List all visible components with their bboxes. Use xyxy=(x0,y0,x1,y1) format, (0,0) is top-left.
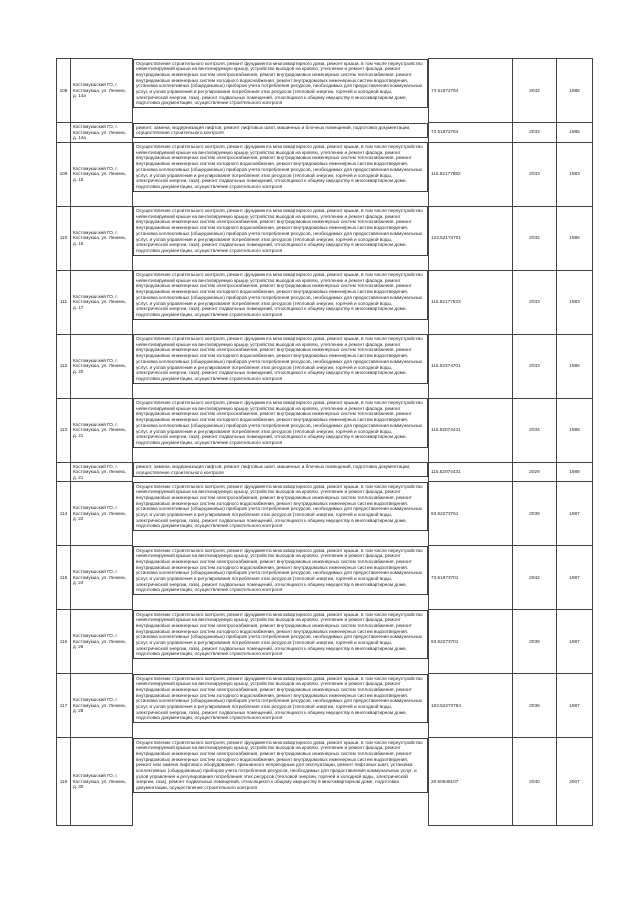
cost-cell: 115.52374701 xyxy=(429,334,513,398)
works-cell: Осуществление строительного контроля, ремонт фундамента многоквартирного дома, ремонт крыши, в том числе переустройство невентилируемой крыши на вентилируемую крышу, устройство выходов на кровлю, утепление и ремонт фасада, ремонт внутридомовых инженерных систем электроснабжения, ремонт внутридомовых инженерных систем теплоснабжения, ремонт внутридомовых инженерных систем холодного водоснабжения, ремонт внутридомовых инженерных систем водоотведения, ремонт или замена лифтового оборудования, признанного непригодным для эксплуатации, ремонт лифтовых шахт, установка коллективных (общедомовых) приборов учета потребления ресурсов, необходимых для предоставления коммунальных услуг, и узлов управления и регулирования потребления этих ресурсов (тепловой энергии, горячей и холодной воды, электрической энергии, газа), ремонт подвальных помещений, относящихся к общему имуществу в многоквартирном доме, подготовка документации, осуществление строительного контроля xyxy=(133,738,428,793)
repair-year-cell: 2033 xyxy=(513,123,557,143)
works-cell: Осуществление строительного контроля, ремонт фундамента многоквартирного дома, ремонт крыши, в том числе переустройство невентилируемой крыши на вентилируемую крышу, устройство выходов на кровлю, утепление и ремонт фасада, ремонт внутридомовых инженерных систем электроснабжения, ремонт внутридомовых инженерных систем теплоснабжения, ремонт внутридомовых инженерных систем холодного водоснабжения, ремонт внутридомовых инженерных систем водоотведения, установка коллективных (общедомовых) приборов учета потребления ресурсов, необходимых для предоставления коммунальных услуг, и узлов управления и регулирования потребления этих ресурсов (тепловой энергии, горячей и холодной воды, электрической энергии, газа), ремонт подвальных помещений, относящихся к общему имуществу в многоквартирном доме, подготовка документации, осуществление строительного контроля xyxy=(133,334,428,384)
repair-year-cell: 2033 xyxy=(513,334,557,398)
address-cell: Костомукшский ГО, г. Костомукша, ул. Ленина, д. 15 xyxy=(71,142,133,206)
works-cell: Осуществление строительного контроля, ремонт фундамента многоквартирного дома, ремонт крыши, в том числе переустройство невентилируемой крыши на вентилируемую крышу, устройство выходов на кровлю, утепление и ремонт фасада, ремонт внутридомовых инженерных систем электроснабжения, ремонт внутридомовых инженерных систем теплоснабжения, ремонт внутридомовых инженерных систем холодного водоснабжения, ремонт внутридомовых инженерных систем водоотведения, установка коллективных (общедомовых) приборов учета потребления ресурсов, необходимых для предоставления коммунальных услуг, и узлов управления и регулирования потребления этих ресурсов (тепловой энергии, горячей и холодной воды, электрической энергии, газа), ремонт подвальных помещений, относящихся к общему имуществу в многоквартирном доме, подготовка документации, осуществление строительного контроля xyxy=(133,546,428,596)
table-row xyxy=(57,462,593,482)
cost-cell: 115.52177533 xyxy=(429,270,513,334)
capital-repair-table xyxy=(56,58,593,826)
works-cell: Осуществление строительного контроля, ремонт фундамента многоквартирного дома, ремонт крыши, в том числе переустройство невентилируемой крыши на вентилируемую крышу, устройство выходов на кровлю, утепление и ремонт фасада, ремонт внутридомовых инженерных систем электроснабжения, ремонт внутридомовых инженерных систем теплоснабжения, ремонт внутридомовых инженерных систем холодного водоснабжения, ремонт внутридомовых инженерных систем водоотведения, установка коллективных (общедомовых) приборов учета потребления ресурсов, необходимых для предоставления коммунальных услуг, и узлов управления и регулирования потребления этих ресурсов (тепловой энергии, горячей и холодной воды, электрической энергии, газа), ремонт подвальных помещений, относящихся к общему имуществу в многоквартирном доме, подготовка документации, осуществление строительного контроля xyxy=(133,482,428,532)
table-row xyxy=(57,59,593,123)
address-cell: Костомукшский ГО, г. Костомукша, ул. Ленина, д. 26 xyxy=(71,610,133,674)
works-cell: Осуществление строительного контроля, ремонт фундамента многоквартирного дома, ремонт крыши, в том числе переустройство невентилируемой крыши на вентилируемую крышу, устройство выходов на кровлю, утепление и ремонт фасада, ремонт внутридомовых инженерных систем электроснабжения, ремонт внутридомовых инженерных систем теплоснабжения, ремонт внутридомовых инженерных систем холодного водоснабжения, ремонт внутридомовых инженерных систем водоотведения, установка коллективных (общедомовых) приборов учета потребления ресурсов, необходимых для предоставления коммунальных услуг, и узлов управления и регулирования потребления этих ресурсов (тепловой энергии, горячей и холодной воды, электрической энергии, газа), ремонт подвальных помещений, относящихся к общему имуществу в многоквартирном доме, подготовка документации, осуществление строительного контроля xyxy=(133,206,428,256)
cost-cell: 123.52174701 xyxy=(429,206,513,270)
repair-year-cell: 2039 xyxy=(513,610,557,674)
row-number-cell: 111 xyxy=(57,270,71,334)
repair-year-cell: 2032 xyxy=(513,206,557,270)
row-number-cell: 112 xyxy=(57,334,71,398)
row-number-cell: 115 xyxy=(57,546,71,610)
built-year-cell: 1987 xyxy=(557,546,593,610)
row-number-cell: 108 xyxy=(57,59,71,123)
built-year-cell: 1988 xyxy=(557,398,593,462)
cost-cell: 103.52273784 xyxy=(429,674,513,738)
table-row xyxy=(57,206,593,270)
built-year-cell: 1985 xyxy=(557,59,593,123)
table-row xyxy=(57,270,593,334)
cost-cell: 115.52074431 xyxy=(429,462,513,482)
table-row xyxy=(57,398,593,462)
row-number-cell: 118 xyxy=(57,738,71,826)
row-number-cell xyxy=(57,462,71,482)
row-number-cell: 109 xyxy=(57,142,71,206)
built-year-cell: 1983 xyxy=(557,142,593,206)
repair-year-cell: 2036 xyxy=(513,674,557,738)
built-year-cell: 2007 xyxy=(557,738,593,826)
cost-cell: 115.52074431 xyxy=(429,398,513,462)
table-row xyxy=(57,123,593,143)
address-cell: Костомукшский ГО, г. Костомукша, ул. Ленина, д. 14а xyxy=(71,123,133,143)
repair-year-cell: 2034 xyxy=(513,398,557,462)
address-cell: Костомукшский ГО, г. Костомукша, ул. Ленина, д. 14а xyxy=(71,59,133,123)
cost-cell: 73 51872764 xyxy=(429,123,513,143)
cost-cell: 73 51872764 xyxy=(429,59,513,123)
works-cell: Осуществление строительного контроля, ремонт фундамента многоквартирного дома, ремонт крыши, в том числе переустройство невентилируемой крыши на вентилируемую крышу, устройство выходов на кровлю, утепление и ремонт фасада, ремонт внутридомовых инженерных систем электроснабжения, ремонт внутридомовых инженерных систем теплоснабжения, ремонт внутридомовых инженерных систем холодного водоснабжения, ремонт внутридомовых инженерных систем водоотведения, установка коллективных (общедомовых) приборов учета потребления ресурсов, необходимых для предоставления коммунальных услуг, и узлов управления и регулирования потребления этих ресурсов (тепловой энергии, горячей и холодной воды, электрической энергии, газа), ремонт подвальных помещений, относящихся к общему имуществу в многоквартирном доме, подготовка документации, осуществление строительного контроля xyxy=(133,142,428,192)
built-year-cell: 1985 xyxy=(557,123,593,143)
cost-cell: 93.52273761 xyxy=(429,482,513,546)
address-cell: Костомукшский ГО, г. Костомукша, ул. Ленина, д. 20 xyxy=(71,334,133,398)
repair-year-cell: 2042 xyxy=(513,546,557,610)
table-row xyxy=(57,482,593,546)
cost-cell: 73.51873701 xyxy=(429,546,513,610)
row-number-cell: 113 xyxy=(57,398,71,462)
works-cell: Осуществление строительного контроля, ремонт фундамента многоквартирного дома, ремонт крыши, в том числе переустройство невентилируемой крыши на вентилируемую крышу, устройство выходов на кровлю, утепление и ремонт фасада, ремонт внутридомовых инженерных систем электроснабжения, ремонт внутридомовых инженерных систем теплоснабжения, ремонт внутридомовых инженерных систем холодного водоснабжения, ремонт внутридомовых инженерных систем водоотведения, установка коллективных (общедомовых) приборов учета потребления ресурсов, необходимых для предоставления коммунальных услуг, и узлов управления и регулирования потребления этих ресурсов (тепловой энергии, горячей и холодной воды, электрической энергии, газа), ремонт подвальных помещений, относящихся к общему имуществу в многоквартирном доме, подготовка документации, осуществление строительного контроля xyxy=(133,270,428,320)
table-body xyxy=(57,59,593,826)
document-page xyxy=(56,58,592,826)
works-cell: ремонт, замена, модернизация лифтов, ремонт лифтовых шахт, машинных и блочных помещений, подготовка документации, осуществление строительного контроля xyxy=(133,123,428,138)
address-cell: Костомукшский ГО, г. Костомукша, ул. Ленина, д. 28 xyxy=(71,674,133,738)
built-year-cell: 1986 xyxy=(557,206,593,270)
address-cell: Костомукшский ГО, г. Костомукша, ул. Ленина, д. 21 xyxy=(71,398,133,462)
repair-year-cell: 2033 xyxy=(513,270,557,334)
row-number-cell: 116 xyxy=(57,610,71,674)
works-cell: Осуществление строительного контроля, ремонт фундамента многоквартирного дома, ремонт крыши, в том числе переустройство невентилируемой крыши на вентилируемую крышу, устройство выходов на кровлю, утепление и ремонт фасада, ремонт внутридомовых инженерных систем электроснабжения, ремонт внутридомовых инженерных систем теплоснабжения, ремонт внутридомовых инженерных систем холодного водоснабжения, ремонт внутридомовых инженерных систем водоотведения, установка коллективных (общедомовых) приборов учета потребления ресурсов, необходимых для предоставления коммунальных услуг, и узлов управления и регулирования потребления этих ресурсов (тепловой энергии, горячей и холодной воды, электрической энергии, газа), ремонт подвальных помещений, относящихся к общему имуществу в многоквартирном доме, подготовка документации, осуществление строительного контроля xyxy=(133,398,428,448)
cost-cell: 93.52273701 xyxy=(429,610,513,674)
works-cell: ремонт, замена, модернизация лифтов, ремонт лифтовых шахт, машинных и блочных помещений, подготовка документации, осуществление строительного контроля xyxy=(133,462,428,477)
works-cell: Осуществление строительного контроля, ремонт фундамента многоквартирного дома, ремонт крыши, в том числе переустройство невентилируемой крыши на вентилируемую крышу, устройство выходов на кровлю, утепление и ремонт фасада, ремонт внутридомовых инженерных систем электроснабжения, ремонт внутридомовых инженерных систем теплоснабжения, ремонт внутридомовых инженерных систем холодного водоснабжения, ремонт внутридомовых инженерных систем водоотведения, установка коллективных (общедомовых) приборов учета потребления ресурсов, необходимых для предоставления коммунальных услуг, и узлов управления и регулирования потребления этих ресурсов (тепловой энергии, горячей и холодной воды, электрической энергии, газа), ремонт подвальных помещений, относящихся к общему имуществу в многоквартирном доме, подготовка документации, осуществление строительного контроля xyxy=(133,59,428,109)
row-number-cell: 110 xyxy=(57,206,71,270)
built-year-cell: 1988 xyxy=(557,462,593,482)
built-year-cell: 1987 xyxy=(557,610,593,674)
cost-cell: 20.50648107 xyxy=(429,738,513,826)
table-row xyxy=(57,546,593,610)
repair-year-cell: 2029 xyxy=(513,462,557,482)
built-year-cell: 1983 xyxy=(557,270,593,334)
table-row xyxy=(57,738,593,826)
works-cell: Осуществление строительного контроля, ремонт фундамента многоквартирного дома, ремонт крыши, в том числе переустройство невентилируемой крыши на вентилируемую крышу, устройство выходов на кровлю, утепление и ремонт фасада, ремонт внутридомовых инженерных систем электроснабжения, ремонт внутридомовых инженерных систем теплоснабжения, ремонт внутридомовых инженерных систем холодного водоснабжения, ремонт внутридомовых инженерных систем водоотведения, установка коллективных (общедомовых) приборов учета потребления ресурсов, необходимых для предоставления коммунальных услуг, и узлов управления и регулирования потребления этих ресурсов (тепловой энергии, горячей и холодной воды, электрической энергии, газа), ремонт подвальных помещений, относящихся к общему имуществу в многоквартирном доме, подготовка документации, осуществление строительного контроля xyxy=(133,610,428,660)
address-cell: Костомукшский ГО, г. Костомукша, ул. Ленина, д. 21 xyxy=(71,462,133,482)
built-year-cell: 1986 xyxy=(557,334,593,398)
row-number-cell: 114 xyxy=(57,482,71,546)
address-cell: Костомукшский ГО, г. Костомукша, ул. Ленина, д. 24 xyxy=(71,546,133,610)
table-row xyxy=(57,334,593,398)
built-year-cell: 1987 xyxy=(557,674,593,738)
address-cell: Костомукшский ГО, г. Костомукша, ул. Ленина, д. 17 xyxy=(71,270,133,334)
row-number-cell xyxy=(57,123,71,143)
table-row xyxy=(57,142,593,206)
repair-year-cell: 2033 xyxy=(513,142,557,206)
row-number-cell: 117 xyxy=(57,674,71,738)
address-cell: Костомукшский ГО, г. Костомукша, ул. Ленина, д. 30 xyxy=(71,738,133,826)
address-cell: Костомукшский ГО, г. Костомукша, ул. Ленина, д. 22 xyxy=(71,482,133,546)
works-cell: Осуществление строительного контроля, ремонт фундамента многоквартирного дома, ремонт крыши, в том числе переустройство невентилируемой крыши на вентилируемую крышу, устройство выходов на кровлю, утепление и ремонт фасада, ремонт внутридомовых инженерных систем электроснабжения, ремонт внутридомовых инженерных систем теплоснабжения, ремонт внутридомовых инженерных систем холодного водоснабжения, ремонт внутридомовых инженерных систем водоотведения, установка коллективных (общедомовых) приборов учета потребления ресурсов, необходимых для предоставления коммунальных услуг, и узлов управления и регулирования потребления этих ресурсов (тепловой энергии, горячей и холодной воды, электрической энергии, газа), ремонт подвальных помещений, относящихся к общему имуществу в многоквартирном доме, подготовка документации, осуществление строительного контроля xyxy=(133,674,428,724)
address-cell: Костомукшский ГО, г. Костомукша, ул. Ленина, д. 16 xyxy=(71,206,133,270)
cost-cell: 115.52177882 xyxy=(429,142,513,206)
repair-year-cell: 2039 xyxy=(513,482,557,546)
table-row xyxy=(57,610,593,674)
built-year-cell: 1987 xyxy=(557,482,593,546)
repair-year-cell: 2040 xyxy=(513,738,557,826)
repair-year-cell: 2042 xyxy=(513,59,557,123)
table-row xyxy=(57,674,593,738)
